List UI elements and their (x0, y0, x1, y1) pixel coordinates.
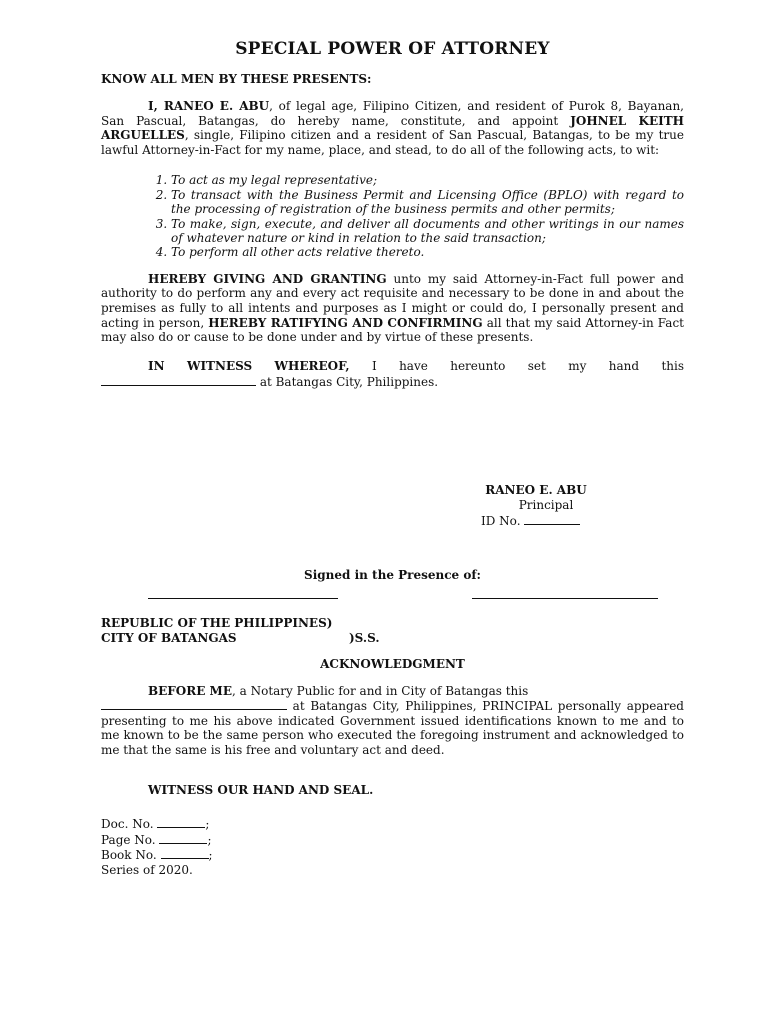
book-blank[interactable] (161, 847, 209, 859)
page-label: Page No. (101, 832, 160, 847)
before-me-paragraph (101, 684, 684, 757)
witness-word: I (371, 358, 377, 373)
acknowledgment-title: ACKNOWLEDGMENT (320, 657, 465, 671)
granting-paragraph (101, 272, 684, 345)
witness-place: at Batangas City, Philippines. (256, 374, 439, 389)
granting-bold: HEREBY GIVING AND GRANTING (148, 271, 387, 286)
witness-word: my (568, 358, 587, 373)
series-line: Series of 2020. (101, 862, 193, 877)
page-semicolon: ; (207, 832, 212, 847)
venue-republic: REPUBLIC OF THE PHILIPPINES) (101, 616, 333, 630)
signed-presence-heading: Signed in the Presence of: (304, 568, 481, 582)
witness-word: set (527, 358, 546, 373)
act-item: 3. To make, sign, execute, and deliver all documents and other writings in our names of whatever nature or kind in relation to the said transaction; (171, 217, 684, 246)
date-blank[interactable] (101, 374, 256, 386)
doc-no-line (101, 816, 213, 832)
witness-word: WHEREOF, (274, 358, 350, 373)
witness-signature-line[interactable] (472, 598, 658, 599)
before-me-text-2: at Batangas City, Philippines, PRINCIPAL personally appeared presenting to me his above indicated Government issued identifications known to me and to me known to be the same person who executed the foregoing instrument and acknowledged to me that the same is his free and voluntary act and deed. (101, 699, 684, 757)
principal-id-line (481, 513, 611, 529)
witness-whereof-line (101, 359, 684, 374)
witness-word: hereunto (450, 358, 506, 373)
before-me-body (101, 698, 684, 757)
granting-text-1: unto my said Attorney-in-Fact full power and authority to do perform any and every act requisite and necessary to be done in and about the premises as fully to all intents and purposes as I might or could do, I personally present and acting in person, (101, 271, 684, 330)
before-me-first-line (101, 684, 684, 698)
witness-word: IN (148, 358, 165, 373)
witness-date-line (101, 374, 684, 390)
venue-ss: )S.S. (349, 631, 380, 645)
page-blank[interactable] (159, 832, 207, 844)
act-item: 4. To perform all other acts relative thereto. (171, 245, 684, 259)
principal-role: Principal (518, 498, 574, 512)
document-title: SPECIAL POWER OF ATTORNEY (235, 39, 550, 59)
act-item: 1. To act as my legal representative; (171, 173, 684, 187)
granting-text-2: all that my said Attorney-in Fact may also do or cause to be done under and by virtue of these presents. (101, 315, 685, 345)
witness-word: WITNESS (186, 358, 253, 373)
witness-word: hand (608, 358, 640, 373)
doc-semicolon: ; (205, 817, 210, 831)
book-label: Book No. (101, 848, 161, 862)
principal-name: RANEO E. ABU (485, 483, 587, 497)
intro-text-1: , of legal age, Filipino Citizen, and resident of Purok 8, Bayanan, San Pascual, Batangas, do hereby name, constitute, and appoint (101, 99, 684, 128)
doc-label: Doc. No. (101, 817, 158, 831)
venue-city-line (101, 631, 380, 646)
witness-word: this (661, 358, 684, 373)
principal-name-inline: I, RANEO E. ABU (148, 99, 270, 113)
acts-list (101, 173, 684, 259)
witness-signature-line[interactable] (148, 598, 338, 599)
ratifying-bold: HEREBY RATIFYING AND CONFIRMING (208, 315, 483, 330)
intro-text-2: , single, Filipino citizen and a resident of San Pascual, Batangas, to be my true lawful Attorney-in-Fact for my name, place, and stead, to do all of the following acts, to wit: (101, 128, 684, 157)
before-me-bold: BEFORE ME (148, 684, 232, 698)
act-item: 2. To transact with the Business Permit and Licensing Office (BPLO) with regard to the processing of registration of the business permits and other permits; (171, 188, 684, 217)
intro-paragraph (101, 99, 684, 157)
book-semicolon: ; (208, 848, 213, 862)
book-no-line (101, 847, 213, 863)
doc-blank[interactable] (157, 816, 205, 828)
ack-date-blank[interactable] (101, 698, 287, 710)
notarial-register (101, 816, 213, 877)
id-label: ID No. (481, 514, 525, 528)
witness-hand-seal: WITNESS OUR HAND AND SEAL. (148, 783, 374, 797)
venue-block (101, 616, 380, 646)
attorney-name-inline: JOHNEL KEITH ARGUELLES (101, 113, 685, 143)
before-me-text-1: , a Notary Public for and in City of Batangas this (232, 684, 529, 698)
venue-city: CITY OF BATANGAS (101, 631, 237, 645)
page-no-line (101, 832, 213, 848)
witness-word: have (399, 358, 428, 373)
document-page (101, 38, 685, 877)
know-all-heading: KNOW ALL MEN BY THESE PRESENTS: (101, 72, 372, 86)
id-blank[interactable] (524, 513, 580, 525)
principal-signature-block (481, 483, 611, 529)
